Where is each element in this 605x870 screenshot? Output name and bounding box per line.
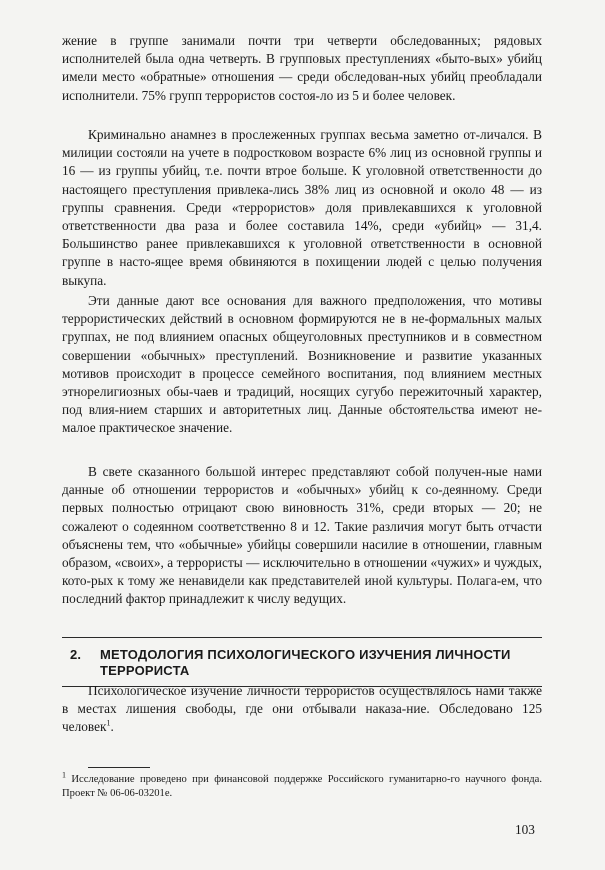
paragraph-1 bbox=[62, 32, 542, 105]
paragraph-2-text: Криминально анамнез в прослеженных группах весьма заметно от-личался. В милиции состояли на учете в подростковом возрасте 6% лиц из основной группы и 16 — из группы убийц, т.е. почти втрое больше. К уголовной ответственности до настоящего преступления привлека-лись 38% лиц из основной и около 48 — из группы сравнения. Среди «террористов» доля привлекавшихся к уголовной ответственности два раза и более составила 14%, среди «убийц» — 31,4. Большинство ранее привлекавшихся к уголовной ответственности в основной группе в насто-ящее время обвиняются в похищении людей с целью получения выкупа. bbox=[62, 127, 542, 288]
paragraph-3-text: Эти данные дают все основания для важного предположения, что мотивы террористических действий в основном формируются не в не-формальных малых группах, не под влиянием опасных общеуголовных преступников и в совместном совершении «обычных» преступлений. Возникновение и развитие указанных мотивов происходит в процессе семейного воспитания, под влиянием местных этнорелигиозных обы-чаев и традиций, носящих сугубо пережиточный характер, под влия-нием старших и авторитетных лиц. Данные обстоятельства имеют не-малое практическое значение. bbox=[62, 293, 542, 436]
paragraph-5: Психологическое изучение личности террористов осуществлялось нами также в местах лишения свободы, где они отбывали наказа-ние. Обследовано 125 человек$^1$. bbox=[62, 683, 542, 735]
page-number: 103 bbox=[515, 822, 535, 837]
section-title: МЕТОДОЛОГИЯ ПСИХОЛОГИЧЕСКОГО ИЗУЧЕНИЯ ЛИЧНОСТИ ТЕРРОРИСТА bbox=[100, 647, 511, 678]
paragraph-4 bbox=[62, 463, 542, 609]
paragraph-1-text: жение в группе занимали почти три четверти обследованных; рядовых исполнителей была одна четверть. В групповых преступлениях «быто-вых» убийц имели место «обратные» отношения — среди обследован-ных убийц преобладали исполнители. 75% групп террористов состоя-ло из 5 и более человек. bbox=[62, 33, 542, 103]
footnote-text: Исследование проведено при финансовой поддержке Российского гуманитарно-го научного фонда. Проект № 06-06-03201е. bbox=[62, 774, 542, 799]
footnote-reference: 1 bbox=[106, 718, 111, 728]
section-heading bbox=[62, 637, 542, 687]
paragraph-3 bbox=[62, 292, 542, 438]
paragraph-4-text: В свете сказанного большой интерес представляют собой получен-ные нами данные об отношении террористов и «обычных» убийц к со-деянному. Среди первых полностью отрицают свою виновность 31%, среди вторых — 20; не сожалеют о содеянном соответственно 8 и 12. Такие различия могут быть отчасти объяснены тем, что «обычные» убийцы совершили насилие в отношении, главным образом, «своих», а террористы — исключительно в отношении «чужих» и чуждых, кото-рых к тому же ненавидели как представителей иной культуры. Полага-ем, что последний фактор принадлежит к числу ведущих. bbox=[62, 464, 542, 607]
section-number: 2. bbox=[70, 647, 82, 662]
paragraph-5-text: Психологическое изучение личности террористов осуществлялось нами также в местах лишения свободы, где они отбывали наказа-ние. Обследовано 125 человек bbox=[62, 683, 542, 735]
paragraph-2 bbox=[62, 126, 542, 290]
footnote-marker: 1 bbox=[62, 770, 66, 780]
footnote-divider bbox=[88, 767, 150, 768]
footnote bbox=[62, 770, 542, 801]
